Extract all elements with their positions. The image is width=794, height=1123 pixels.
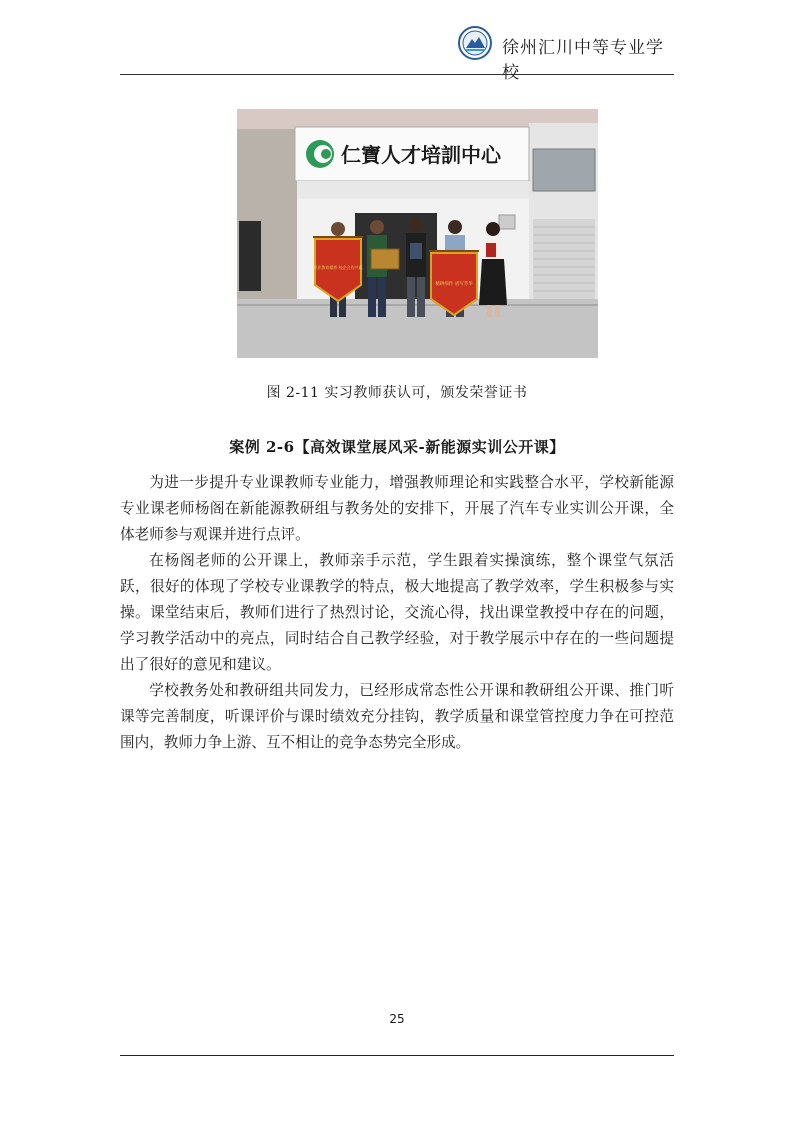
page-header <box>120 18 674 83</box>
paragraph: 为进一步提升专业课教师专业能力，增强教师理论和实践整合水平，学校新能源专业课老师杨阁在新能源教研组与教务处的安排下，开展了汽车专业实训公开课，全体老师参与观课并进行点评。 <box>120 474 674 543</box>
photo-scene <box>237 109 598 358</box>
banner-right-text: 精耕细作 谱写芳华 <box>435 282 473 287</box>
sign-text: 仁寶人才培訓中心 <box>341 143 501 167</box>
page-number: 25 <box>389 1012 405 1026</box>
banner-left-text: 职业教育精桥 校企合作共赢 <box>313 265 363 270</box>
paragraph: 在杨阁老师的公开课上，教师亲手示范，学生跟着实操演练，整个课堂气氛活跃，很好的体现了学校专业课教学的特点，极大地提高了教学效率，学生积极参与实操。课堂结束后，教师们进行了热烈讨论，交流心得，找出课堂教授中存在的问题，学习教学活动中的亮点，同时结合自己教学经验，对于教学展示中存在的一些问题提出了很好的意见和建议。 <box>120 552 674 673</box>
case-title: 案例 2-6【高效课堂展风采-新能源实训公开课】 <box>229 438 565 456</box>
paragraph: 学校教务处和教研组共同发力，已经形成常态性公开课和教研组公开课、推门听课等完善制度，听课评价与课时绩效充分挂钩，教学质量和课堂管控度力争在可控范围内，教师力争上游、互不相让的竞争态势完全形成。 <box>120 682 674 751</box>
school-emblem-icon <box>458 26 492 60</box>
footer-rule <box>120 1055 674 1056</box>
body-text <box>120 470 674 756</box>
school-name: 徐州汇川中等专业学校 <box>502 38 664 83</box>
award-photo <box>237 109 598 358</box>
figure-caption: 图 2-11 实习教师获认可，颁发荣誉证书 <box>266 385 528 401</box>
